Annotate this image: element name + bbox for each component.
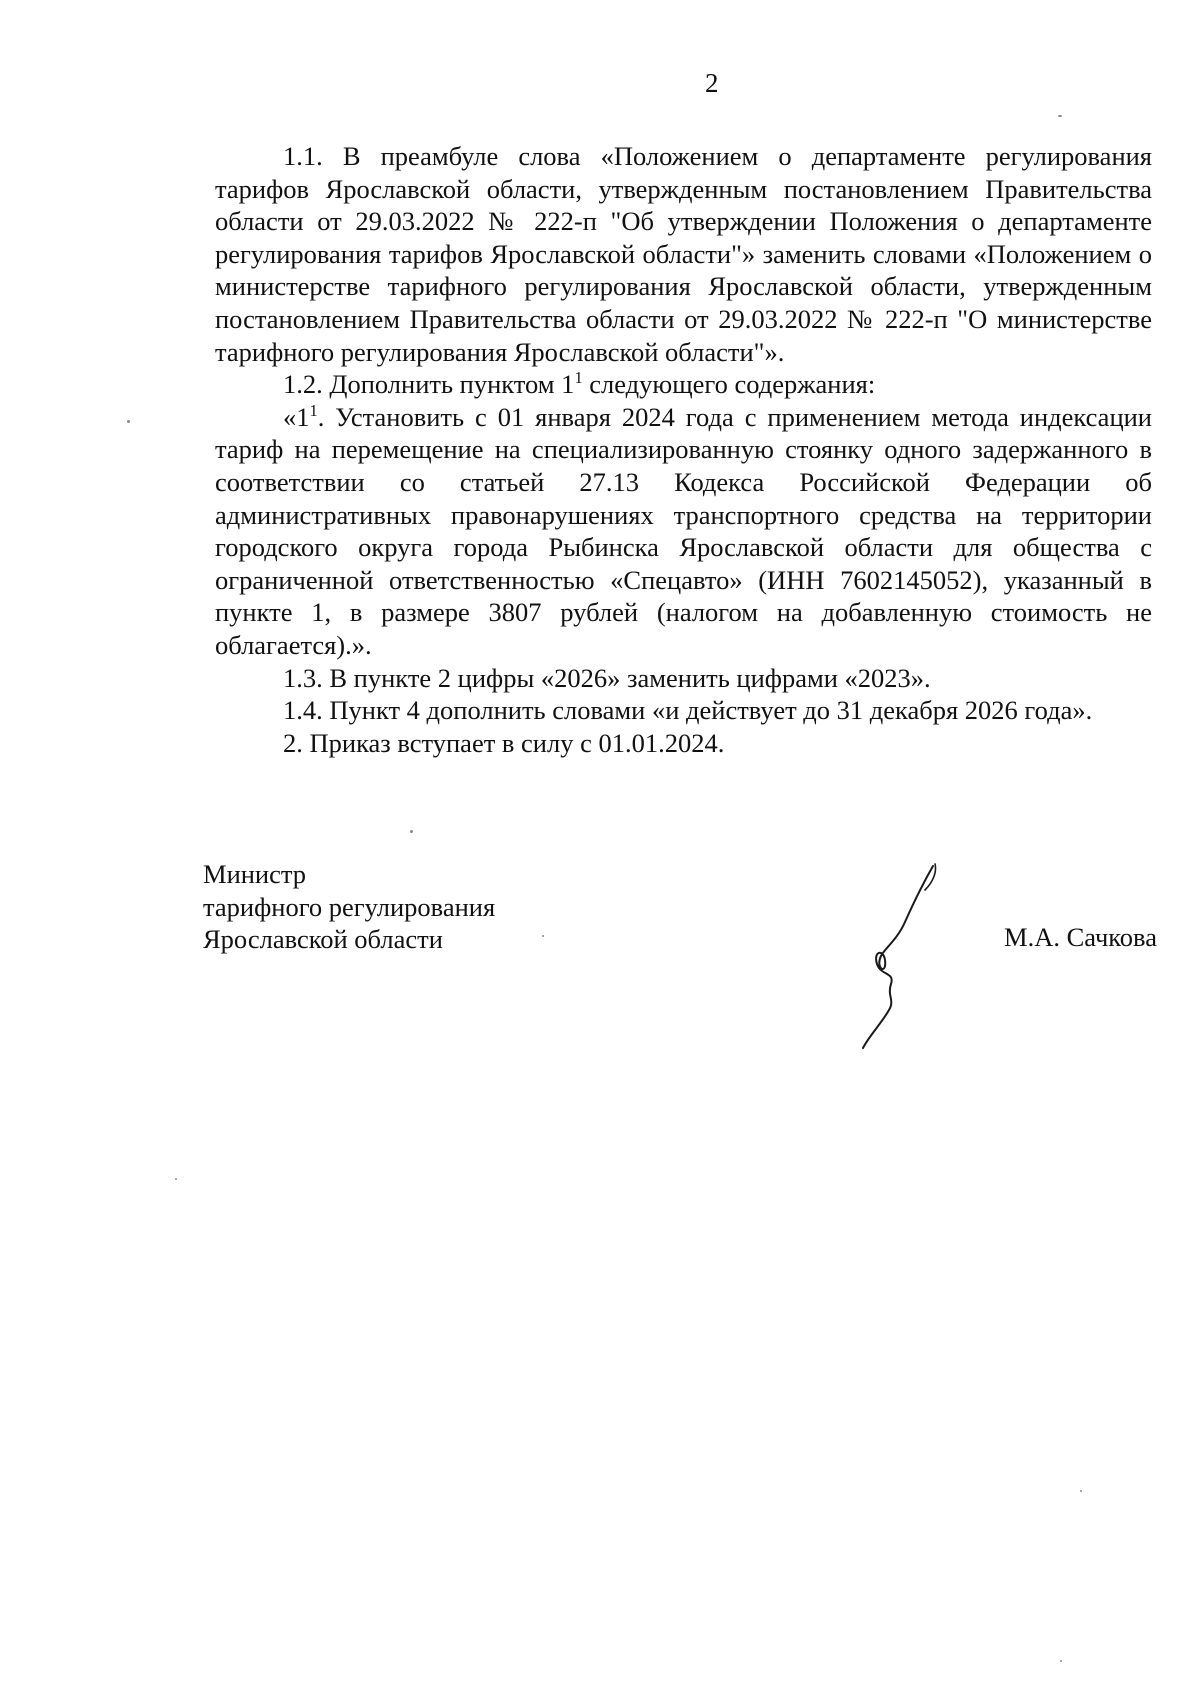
handwritten-signature [855, 860, 945, 1050]
paragraph-2: 2. Приказ вступает в силу с 01.01.2024. [283, 727, 725, 758]
scan-speckle [1060, 1660, 1062, 1662]
scan-speckle [1058, 115, 1062, 117]
signatory-name: М.А. Сачкова [1004, 922, 1157, 952]
paragraph-1-2-text: 1.2. Дополнить пунктом 1 [283, 369, 575, 400]
scan-speckle [410, 830, 413, 833]
signatory-position [203, 858, 495, 956]
paragraph-1-3: 1.3. В пункте 2 цифры «2026» заменить цифрами «2023». [283, 662, 931, 693]
paragraph-1-2 [215, 368, 1152, 401]
document-body [215, 140, 1152, 759]
quoted-item-number: «1 [283, 401, 310, 432]
superscript: 1 [574, 368, 583, 388]
quoted-item-text: . Установить с 01 января 2024 года с применением метода индексации тариф на перемещение на специализированную стоянку одного задержанного в соответствии со статьей 27.13 Кодекса Российской Федерации об административных правонарушениях транспортного средства на территории городского округа города Рыбинска Ярославской области для общества с ограниченной ответственностью «Спецавто» (ИНН 7602145052), указанный в пункте 1, в размере 3807 рублей (налогом на добавленную стоимость не облагается).». [215, 401, 1152, 660]
superscript: 1 [309, 400, 318, 420]
paragraph-quoted-item [215, 401, 1152, 662]
scan-speckle [542, 935, 544, 937]
paragraph-1-4: 1.4. Пункт 4 дополнить словами «и действует до 31 декабря 2026 года». [283, 695, 1093, 726]
scan-speckle [1080, 1490, 1082, 1492]
page-number: 2 [705, 68, 719, 98]
scan-speckle [175, 1178, 177, 1180]
scan-speckle [127, 420, 130, 423]
signatory-line-2: тарифного регулирования [203, 891, 496, 922]
paragraph-1-2-text-end: следующего содержания: [582, 369, 876, 400]
signatory-line-1: Министр [203, 859, 307, 889]
paragraph-1-1: 1.1. В преамбуле слова «Положением о департаменте регулирования тарифов Ярославской области, утвержденным постановлением Правительства области от 29.03.2022 № 222-п "Об утверждении Положения о департаменте регулирования тарифов Ярославской области"» заменить словами «Положением о министерстве тарифного регулирования Ярославской области, утвержденным постановлением Правительства области от 29.03.2022 № 222-п "О министерстве тарифного регулирования Ярославской области"». [215, 141, 1152, 367]
signatory-line-3: Ярославской области [203, 924, 443, 954]
